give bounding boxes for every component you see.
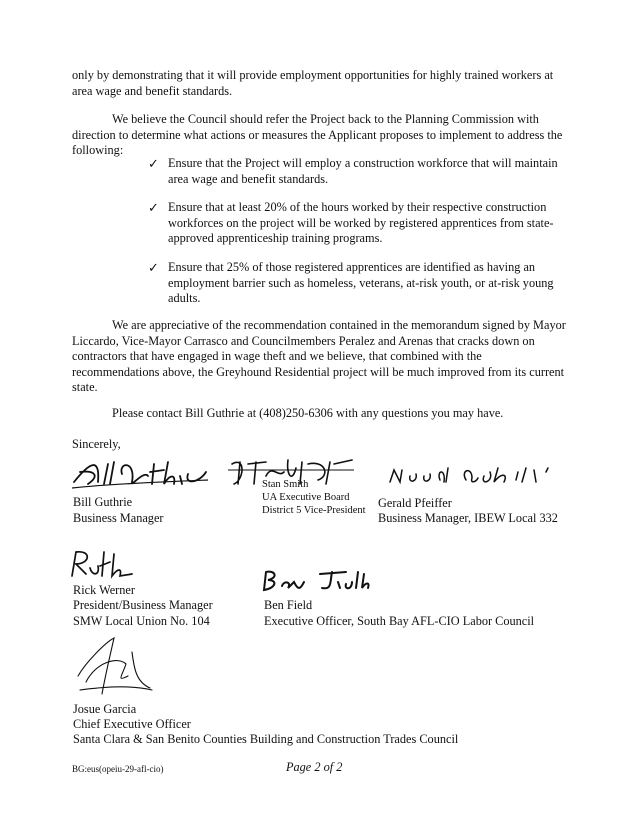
signatory-title: President/Business Manager — [73, 598, 213, 612]
signature-garcia — [66, 632, 156, 702]
signatory-name: Josue Garcia — [73, 702, 137, 716]
signature-werner — [66, 546, 136, 582]
check-icon: ✓ — [148, 260, 159, 275]
bullet-item-workforce: Ensure that the Project will employ a construction workforce that will maintain area wage and benefit standards. — [168, 156, 558, 186]
signatory-title-2: Santa Clara & San Benito Counties Building and Construction Trades Council — [73, 732, 459, 746]
signatory-name: Stan Smith — [262, 479, 309, 490]
signatory-name: Rick Werner — [73, 583, 135, 597]
paragraph-contact: Please contact Bill Guthrie at (408)250-6306 with any questions you may have. — [112, 406, 504, 420]
bullet-item-employment-barrier: Ensure that 25% of those registered apprentices are identified as having an employment barrier such as homeless, veterans, at-risk youth, or at-risk young adults. — [168, 260, 554, 306]
check-icon: ✓ — [148, 200, 159, 215]
signatory-title: Executive Officer, South Bay AFL-CIO Labor Council — [264, 614, 535, 628]
signatory-name: Ben Field — [264, 598, 313, 612]
bullet-item-apprentices: Ensure that at least 20% of the hours worked by their respective construction workforces on the project will be worked by registered apprentices from state-approved apprenticeship training programs. — [168, 200, 554, 246]
check-icon: ✓ — [148, 156, 159, 171]
closing: Sincerely, — [72, 437, 121, 451]
signatory-title: Chief Executive Officer — [73, 717, 191, 731]
paragraph-refer-project: We believe the Council should refer the Project back to the Planning Commission with direction to determine what actions or measures the Applicant proposes to implement to address the following: — [72, 112, 563, 158]
signature-field — [260, 568, 372, 594]
page-number: Page 2 of 2 — [286, 760, 343, 774]
signatory-title: Business Manager, IBEW Local 332 — [378, 511, 558, 525]
signatory-title: Business Manager — [73, 511, 164, 525]
signatory-title-2: District 5 Vice-President — [262, 505, 366, 516]
signatory-title: UA Executive Board — [262, 492, 350, 503]
signatory-title-2: SMW Local Union No. 104 — [73, 614, 210, 628]
signatory-name: Gerald Pfeiffer — [378, 496, 452, 510]
signatory-name: Bill Guthrie — [73, 495, 133, 509]
paragraph-appreciation: We are appreciative of the recommendation contained in the memorandum signed by Mayor Liccardo, Vice-Mayor Carrasco and Councilmembers Peralez and Arenas that cracks down on contractors that have engaged in wage theft and we believe, that combined with the recommendations above, the Greyhound Residential project will be much improved from its current state. — [72, 318, 566, 395]
footer-reference: BG:eus(opeiu-29-afl-cio) — [72, 764, 164, 774]
signature-pfeiffer — [386, 460, 566, 490]
signature-guthrie — [70, 452, 210, 492]
paragraph-continuation: only by demonstrating that it will provide employment opportunities for highly trained workers at area wage and benefit standards. — [72, 68, 554, 98]
